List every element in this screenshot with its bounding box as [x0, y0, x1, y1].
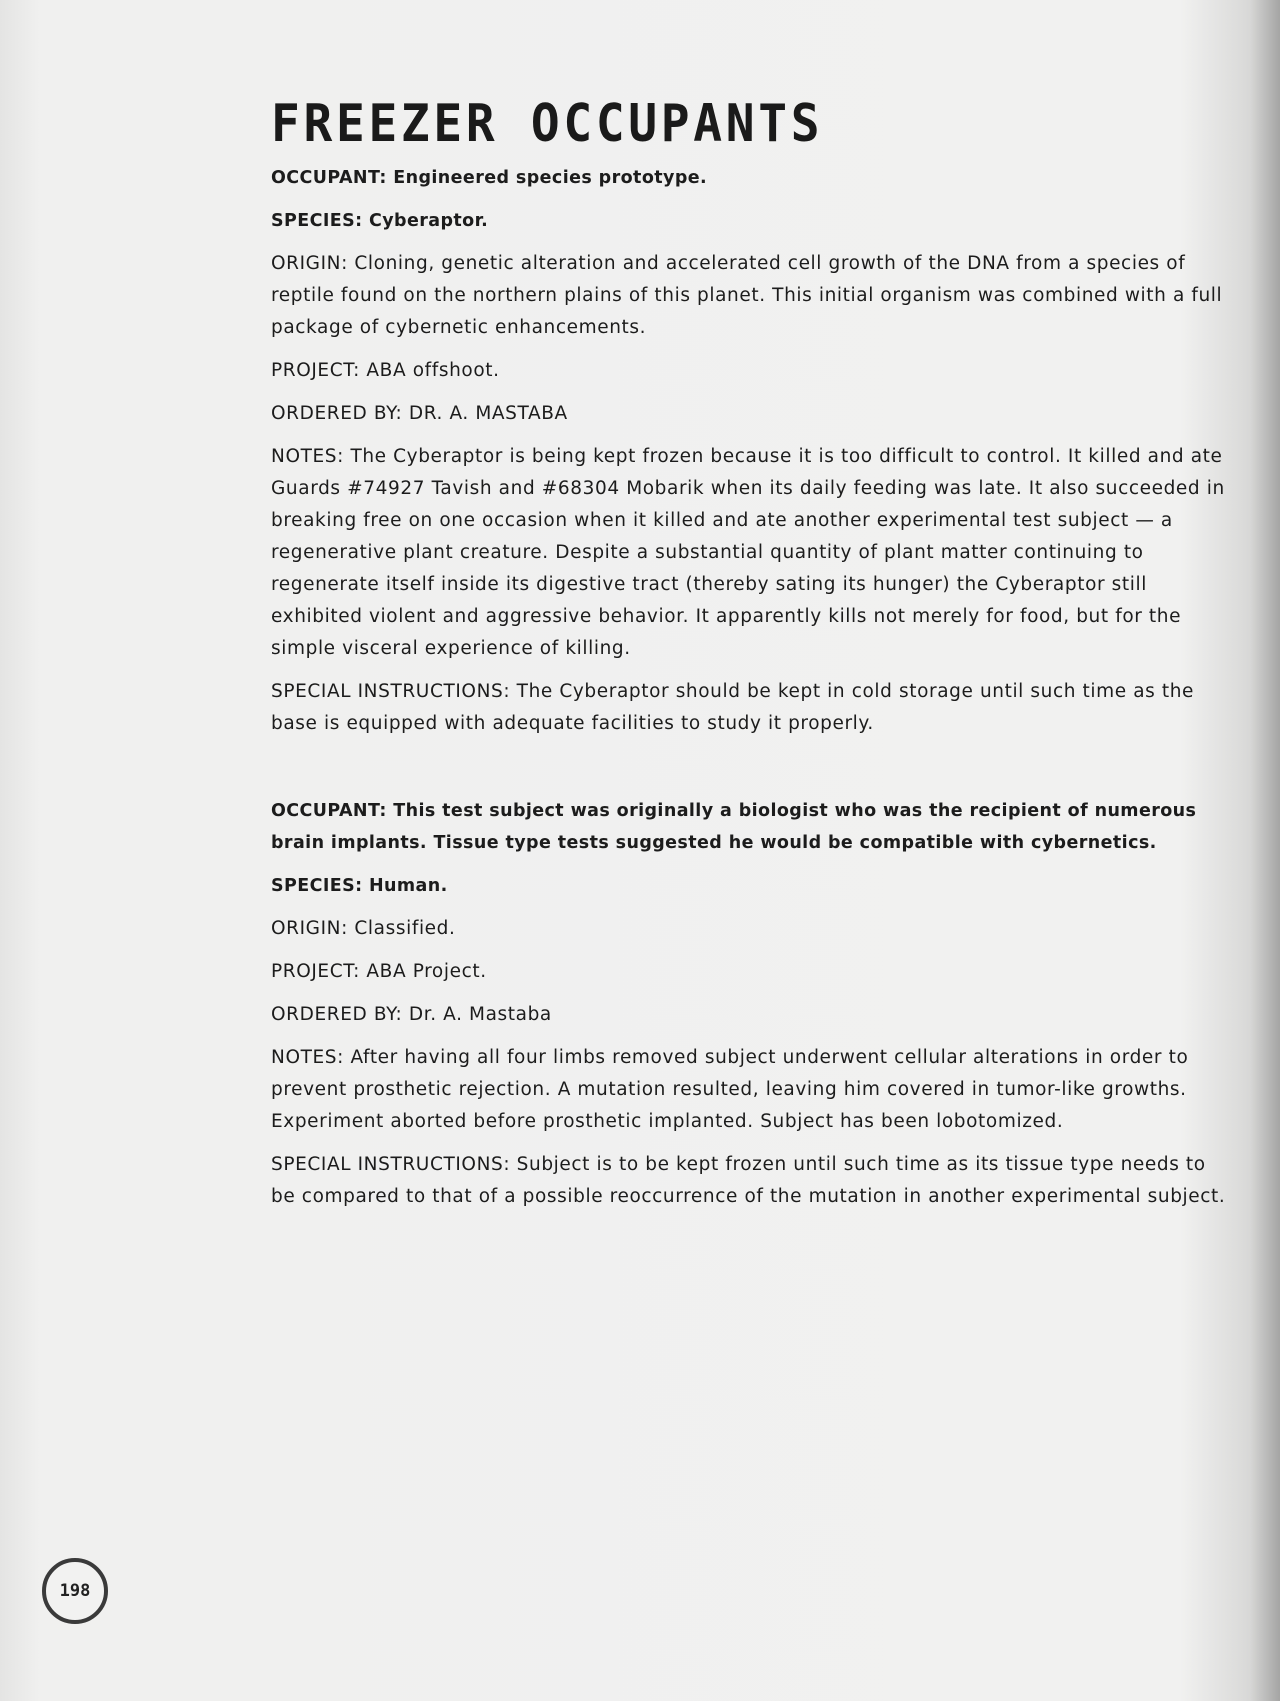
origin-text: ORIGIN: Cloning, genetic alteration and accelerated cell growth of the DNA from a species of reptile found on the northern plains of this planet. This initial organism was combined with a full package of cybernetic enhancements. — [271, 253, 1223, 338]
project-text: PROJECT: ABA Project. — [271, 961, 487, 982]
special-instructions-text: SPECIAL INSTRUCTIONS: The Cyberaptor should be kept in cold storage until such time as the base is equipped with adequate facilities to study it properly. — [271, 681, 1195, 734]
occupant-label: OCCUPANT: — [271, 168, 387, 188]
ordered-by-text: ORDERED BY: Dr. A. Mastaba — [271, 1004, 552, 1025]
special-instructions-text: SPECIAL INSTRUCTIONS: Subject is to be kept frozen until such time as its tissue type needs to be compared to that of a possible reoccurrence of the mutation in another experimental subject. — [271, 1154, 1226, 1207]
occupant-text: Engineered species prototype. — [386, 168, 708, 188]
page-fold-shadow — [1250, 0, 1280, 1701]
occupant-line — [271, 795, 1231, 859]
occupant-entry-1 — [271, 162, 1231, 740]
entry-spacer — [271, 751, 1231, 795]
page-number-badge: 198 — [42, 1558, 108, 1624]
origin-text: ORIGIN: Classified. — [271, 918, 456, 939]
species-label: SPECIES: — [271, 876, 363, 896]
occupant-line — [271, 162, 1231, 194]
project-text: PROJECT: ABA offshoot. — [271, 360, 500, 381]
ordered-by-text: ORDERED BY: DR. A. MASTABA — [271, 403, 568, 424]
page-content — [271, 94, 1231, 1224]
species-label: SPECIES: — [271, 211, 363, 231]
occupant-text: This test subject was originally a biologist who was the recipient of numerous brain implants. Tissue type tests suggested he would be compatible with cybernetics. — [271, 801, 1197, 853]
notes-text: NOTES: After having all four limbs removed subject underwent cellular alterations in order to prevent prosthetic rejection. A mutation resulted, leaving him covered in tumor-like growths. Experiment aborted before prosthetic implanted. Subject has been lobotomized. — [271, 1047, 1189, 1132]
species-text: Human. — [362, 876, 448, 896]
species-line — [271, 205, 1231, 237]
occupant-label: OCCUPANT: — [271, 801, 387, 821]
page-title: FREEZER OCCUPANTS — [271, 94, 824, 154]
species-line — [271, 870, 1231, 902]
occupant-entry-2 — [271, 795, 1231, 1213]
notes-text: NOTES: The Cyberaptor is being kept frozen because it is too difficult to control. It killed and ate Guards #74927 Tavish and #68304 Mobarik when its daily feeding was late. It also succeeded in breaking free on one occasion when it killed and ate another experimental test subject — a regenerative plant creature. Despite a substantial quantity of plant matter continuing to regenerate itself inside its digestive tract (thereby sating its hunger) the Cyberaptor still exhibited violent and aggressive behavior. It apparently kills not merely for food, but for the simple visceral experience of killing. — [271, 446, 1225, 659]
species-text: Cyberaptor. — [362, 211, 489, 231]
